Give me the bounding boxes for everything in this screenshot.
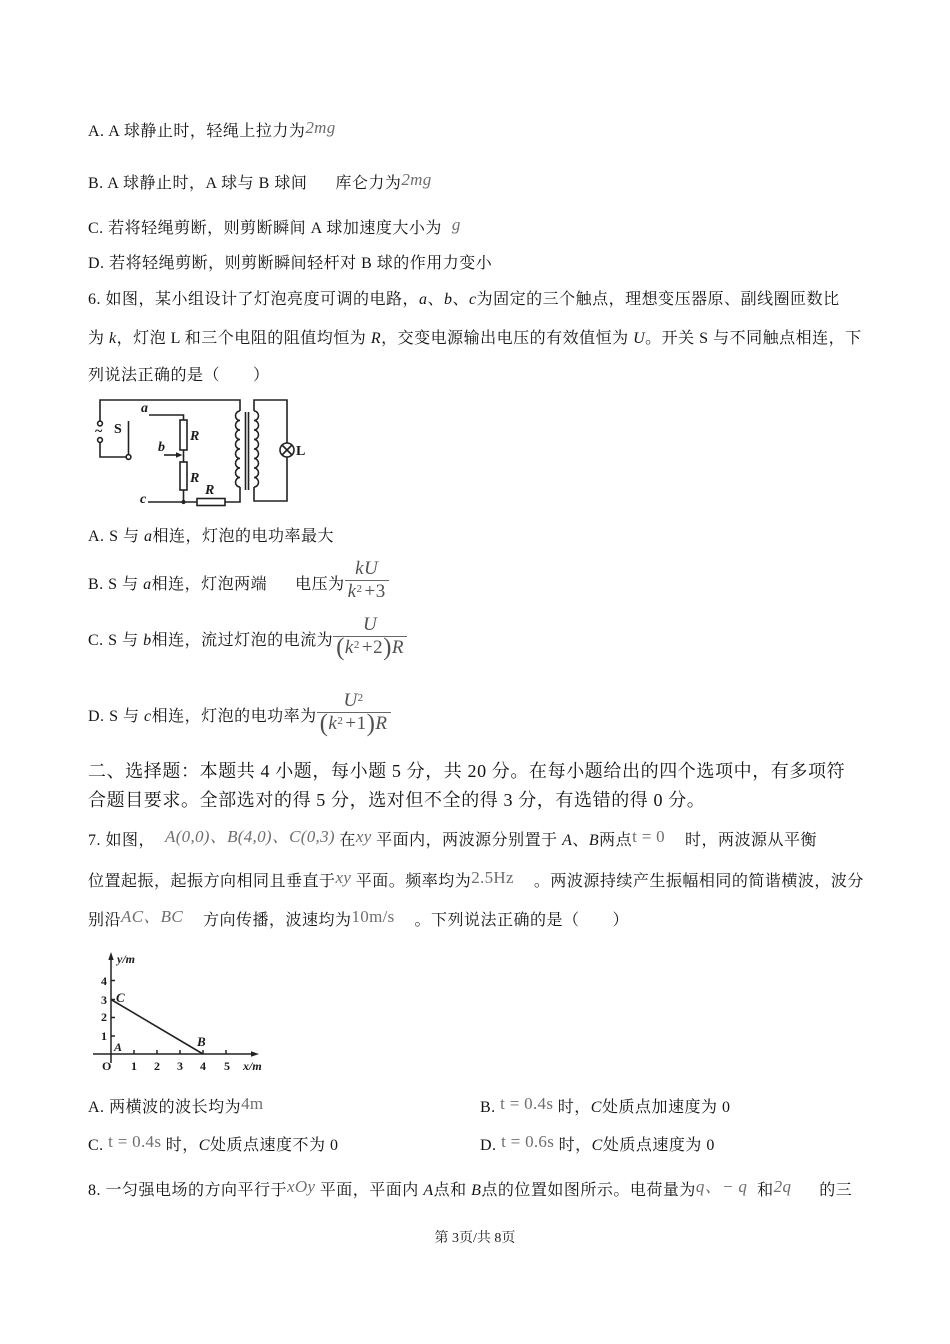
- y-tick-label: 3: [101, 993, 107, 1007]
- option-text: 时，: [161, 1137, 199, 1154]
- question-number: 8.: [88, 1182, 101, 1199]
- var-a: a: [419, 291, 428, 308]
- formula-time: t = 0: [632, 827, 665, 846]
- q7-option-a: [88, 1094, 264, 1118]
- stem-text: 两点: [599, 832, 633, 849]
- separator: 、: [452, 291, 470, 308]
- var-b: b: [444, 291, 453, 308]
- point-a-label: A: [114, 1040, 123, 1054]
- question-number: 6.: [88, 291, 101, 308]
- q7-option-c: [88, 1132, 339, 1156]
- coordinate-figure: [85, 945, 285, 1080]
- stem-text: ，交变电源输出电压的有效值恒为: [381, 330, 634, 347]
- y-axis-label: y/m: [117, 952, 135, 966]
- contact-c-label: c: [140, 492, 147, 507]
- option-var: b: [143, 631, 152, 649]
- option-text: S 与: [103, 575, 144, 593]
- formula: g: [451, 215, 461, 234]
- stem-text: 。开关 S 与不同触点相连，下: [645, 330, 862, 347]
- stem-text: ，灯泡 L 和三个电阻的阻值均恒为: [116, 330, 371, 347]
- resistor-3-icon: [197, 499, 225, 506]
- numerator: $U^2$: [343, 690, 364, 711]
- option-label: C.: [88, 1137, 104, 1154]
- stem-text: 平面内，两波源分别置于: [371, 832, 563, 849]
- option-var: a: [143, 575, 152, 593]
- option-text: 时，: [553, 1099, 591, 1116]
- option-label: B.: [480, 1099, 496, 1116]
- q7-stem-line-3: [88, 907, 630, 931]
- y-tick-label: 4: [101, 974, 107, 988]
- formula-points: A(0,0)、B(4,0)、C(0,3): [165, 827, 335, 846]
- numerator: U: [362, 614, 378, 635]
- denominator: ( k $^2$ +2 ) R: [333, 636, 407, 659]
- stem-text: 在: [334, 832, 356, 849]
- x-tick-label: 3: [177, 1059, 183, 1073]
- option-text: 时，: [554, 1137, 592, 1154]
- option-label: B.: [88, 575, 104, 593]
- q7-option-d: [480, 1132, 715, 1156]
- option-text: 若将轻绳剪断，则剪断瞬间 A 球加速度大小为: [103, 220, 442, 237]
- source-bottom-wire: [100, 443, 126, 458]
- stem-text: 。两波源持续产生振幅相同的简谐横波，波分: [533, 873, 864, 890]
- formula: t = 0.4s: [108, 1132, 162, 1151]
- formula-plane: xy: [335, 868, 352, 887]
- option-label: C.: [88, 631, 104, 649]
- option-text-2: 库仑力为: [335, 175, 402, 192]
- separator: 、: [427, 291, 445, 308]
- q6-stem-line-2: [88, 329, 862, 349]
- resistor-2-icon: [180, 462, 187, 490]
- x-tick-label: 5: [224, 1059, 230, 1073]
- fraction-formula: [333, 614, 407, 659]
- origin-label: O: [102, 1059, 112, 1073]
- formula: t = 0.4s: [500, 1094, 554, 1113]
- primary-top-wire: [100, 400, 240, 421]
- primary-coil-icon: [236, 411, 240, 487]
- formula-speed: 10m/s: [351, 907, 395, 926]
- stem-text: 时，两波源从平衡: [684, 832, 817, 849]
- x-axis-label: x/m: [243, 1059, 262, 1073]
- option-label: A.: [88, 528, 105, 545]
- stem-text: 的三: [819, 1182, 853, 1199]
- contact-a-label: a: [141, 401, 148, 416]
- x-tick-label: 2: [154, 1059, 160, 1073]
- q6-stem-line-3: [88, 366, 270, 386]
- var-u: U: [633, 330, 646, 347]
- resistor-3-label: R: [205, 483, 215, 498]
- option-text-group: [88, 575, 345, 595]
- option-text: 电压为: [295, 575, 345, 593]
- var-b: B: [471, 1182, 482, 1199]
- page-footer: 第 3页/共 8页: [434, 1231, 516, 1246]
- q6-option-b: [88, 558, 389, 603]
- option-text: 相连，灯泡的电功率最大: [152, 528, 334, 545]
- option-text: 相连，灯泡两端: [151, 575, 268, 593]
- formula-charges: q、− q: [695, 1177, 748, 1196]
- formula-frequency: 2.5Hz: [471, 868, 514, 887]
- point-c-label: C: [116, 990, 125, 1005]
- option-text: 两横波的波长均为: [104, 1099, 242, 1116]
- separator: 、: [572, 832, 589, 849]
- lamp-label: L: [296, 444, 306, 459]
- stem-text: 点的位置如图所示。电荷量为: [481, 1182, 696, 1199]
- resistor-1-icon: [180, 420, 187, 450]
- question-number: 7.: [88, 832, 101, 849]
- denominator: k $^2$ +3: [345, 580, 389, 603]
- option-text: A 球静止时，A 球与 B 球间: [107, 175, 308, 192]
- switch-label: S: [114, 422, 122, 437]
- x-tick-label: 1: [131, 1059, 137, 1073]
- q5-option-c: [88, 215, 461, 239]
- resistor-1-label: R: [190, 429, 200, 444]
- fraction-formula: [317, 690, 391, 735]
- section-heading-line-1: 二、选择题：本题共 4 小题，每小题 5 分，共 20 分。在每小题给出的四个选项中，有多项符: [88, 761, 846, 781]
- option-text: 处质点加速度为 0: [601, 1099, 731, 1116]
- stem-text: 一匀强电场的方向平行于: [101, 1182, 288, 1199]
- q6-stem-line-1: [88, 290, 840, 310]
- option-text: 若将轻绳剪断，则剪断瞬间轻杆对 B 球的作用力变小: [104, 255, 493, 272]
- q7-stem-line-1: [88, 827, 817, 851]
- contact-a-wire: [149, 415, 184, 420]
- q6-option-a: [88, 527, 334, 547]
- option-label: C.: [88, 220, 104, 237]
- option-var: c: [143, 707, 152, 725]
- var-r: R: [370, 330, 382, 347]
- var-k: k: [109, 330, 117, 347]
- fraction-formula: [345, 558, 389, 603]
- section-heading-line-2: 合题目要求。全部选对的得 5 分，选对但不全的得 3 分，有选错的得 0 分。: [88, 790, 706, 810]
- stem-text: 点和: [433, 1182, 472, 1199]
- point-b-label: B: [197, 1034, 206, 1049]
- formula: 2mg: [401, 170, 432, 189]
- stem-text: 方向传播，波速均为: [202, 912, 352, 929]
- option-var: C: [590, 1099, 602, 1116]
- stem-text: 为: [88, 330, 110, 347]
- option-text: A 球静止时，轻绳上拉力为: [108, 123, 306, 140]
- option-label: D.: [480, 1137, 497, 1154]
- option-var: C: [198, 1137, 210, 1154]
- option-text: S 与: [103, 631, 144, 649]
- option-text: 处质点速度为 0: [602, 1137, 715, 1154]
- stem-text: 为固定的三个触点，理想变压器原、副线圈匝数比: [476, 291, 840, 308]
- option-var: C: [591, 1137, 603, 1154]
- q7-option-b: [480, 1094, 731, 1118]
- junction-dot-icon: [181, 500, 185, 504]
- option-var: a: [143, 528, 153, 545]
- stem-text: 和: [757, 1182, 774, 1199]
- arrowhead-icon: [176, 452, 183, 457]
- formula: 4m: [241, 1094, 264, 1113]
- var-a: A: [562, 832, 573, 849]
- formula-directions: AC、BC: [121, 907, 183, 926]
- x-axis-arrow-icon: [251, 1051, 259, 1056]
- y-tick-label: 1: [101, 1029, 107, 1043]
- ac-source-symbol: ~: [95, 424, 103, 439]
- option-label: A.: [88, 123, 105, 140]
- stem-text: 别沿: [88, 912, 122, 929]
- var-c: c: [469, 291, 477, 308]
- formula: 2mg: [305, 118, 336, 137]
- switch-pivot-icon: [126, 455, 131, 460]
- contact-b-label: b: [158, 440, 165, 455]
- numerator: kU: [355, 558, 379, 579]
- option-text: S 与: [104, 528, 144, 545]
- stem-text: 。下列说法正确的是（ ）: [414, 912, 630, 929]
- option-text-group: [88, 631, 333, 651]
- option-text: 相连，流过灯泡的电流为: [151, 631, 334, 649]
- q5-option-a: [88, 118, 336, 142]
- stem-text: 位置起振，起振方向相同且垂直于: [88, 873, 336, 890]
- stem-text: 平面。频率均为: [351, 873, 472, 890]
- segment-cb: [111, 1000, 203, 1055]
- formula-plane: xOy: [287, 1177, 316, 1196]
- option-label: A.: [88, 1099, 105, 1116]
- q7-stem-line-2: [88, 868, 864, 892]
- y-axis-arrow-icon: [108, 952, 113, 960]
- stem-text: 如图，某小组设计了灯泡亮度可调的电路，: [101, 291, 420, 308]
- resistor-2-label: R: [190, 471, 200, 486]
- option-label: D.: [88, 707, 105, 725]
- stem-text: 如图，: [101, 832, 156, 849]
- q6-option-c: [88, 614, 407, 659]
- option-text: 处质点速度不为 0: [209, 1137, 339, 1154]
- q5-option-d: [88, 254, 492, 274]
- option-label: B.: [88, 175, 104, 192]
- option-text-group: [88, 707, 317, 727]
- formula-charge: 2q: [773, 1177, 792, 1196]
- option-text: 相连，灯泡的电功率为: [151, 707, 317, 725]
- option-label: D.: [88, 255, 105, 272]
- var-a: A: [423, 1182, 434, 1199]
- stem-text: 平面，平面内: [315, 1182, 424, 1199]
- q6-option-d: [88, 690, 391, 735]
- var-b: B: [588, 832, 600, 849]
- x-tick-label: 4: [200, 1059, 206, 1073]
- formula: t = 0.6s: [501, 1132, 555, 1151]
- stem-text: 列说法正确的是（ ）: [88, 367, 270, 384]
- q5-option-b: [88, 170, 432, 194]
- secondary-coil-icon: [254, 411, 259, 487]
- y-tick-label: 2: [101, 1010, 107, 1024]
- option-text: S 与: [104, 707, 144, 725]
- formula-plane: xy: [355, 827, 372, 846]
- circuit-diagram: [85, 390, 325, 515]
- q8-stem-line-1: [88, 1177, 853, 1201]
- denominator: ( k $^2$ +1 ) R: [317, 712, 391, 735]
